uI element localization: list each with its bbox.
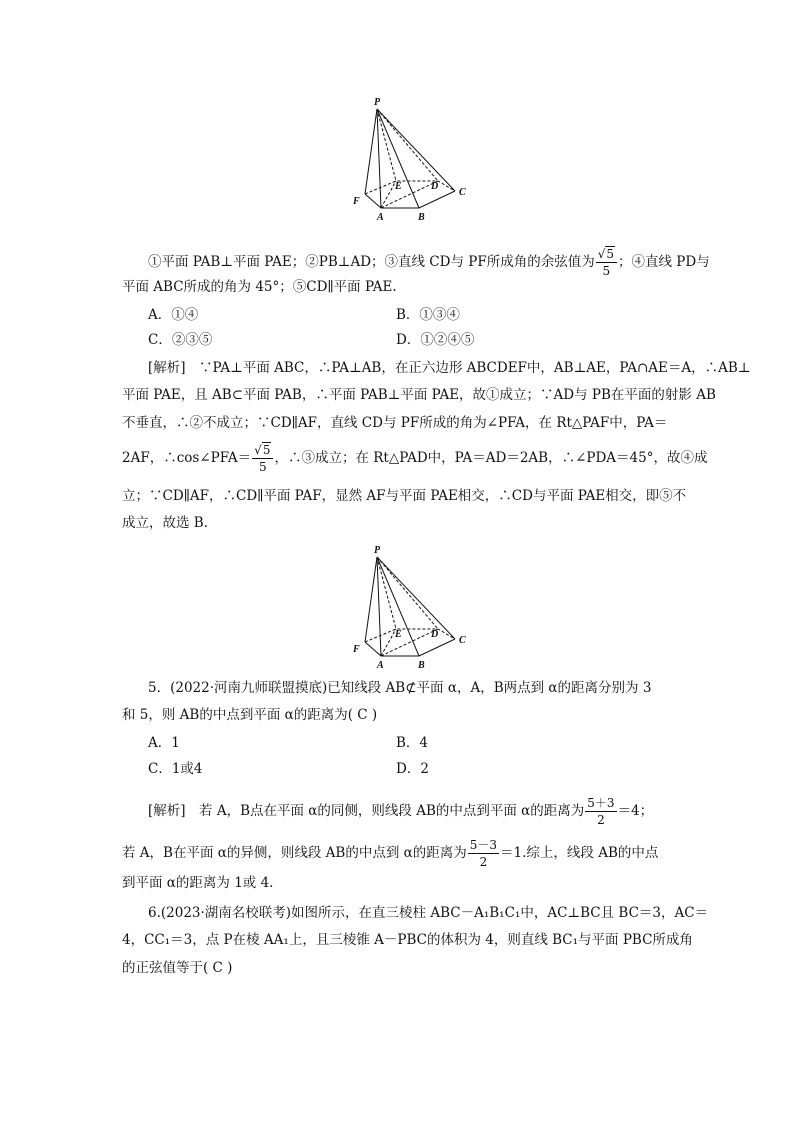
analysis-line-5: 立；∵CD∥AF，∴CD∥平面 PAF，显然 AF与平面 PAE相交，∴CD与平面 PAE相交，即⑤不	[122, 488, 687, 504]
statement-line-1: ①平面 PAB⊥平面 PAE；②PB⊥AD；③直线 CD与 PF所成角的余弦值为 $\frac{√5}{5}$ ；④直线 PD与	[148, 247, 710, 278]
label-A: A	[377, 212, 384, 223]
question-6-line-2: 4，CC₁＝3，点 P在棱 AA₁上，且三棱锥 A－PBC的体积为 4，则直线 BC₁与平面 PBC所成角	[122, 932, 693, 948]
label-A: A	[377, 660, 384, 671]
option-b: B．①③④	[396, 307, 460, 323]
label-C: C	[459, 635, 466, 646]
label-B: B	[418, 660, 425, 671]
analysis-line-2: 平面 PAE，且 AB⊂平面 PAB，∴平面 PAB⊥平面 PAE，故①成立；∵AD与 PB在平面的射影 AB	[122, 387, 716, 403]
statement-line-2: 平面 ABC所成的角为 45°；⑤CD∥平面 PAE.	[122, 279, 397, 295]
analysis-line-4: 2AF，∴cos∠PFA＝ $\frac{√5}{5}$ ，∴③成立；在 Rt△PAD中，PA＝AD＝2AB，∴∠PDA＝45°，故④成	[122, 443, 708, 474]
label-C: C	[459, 187, 466, 198]
question-5-line-1: 5．(2022·河南九师联盟摸底)已知线段 AB⊄平面 α，A，B两点到 α的距离分别为 3	[148, 680, 652, 696]
label-D: D	[431, 181, 439, 192]
analysis-line-6: 成立，故选 B.	[122, 515, 209, 531]
question-6-line-1: 6.(2023·湖南名校联考)如图所示，在直三棱柱 ABC－A₁B₁C₁中，AC⊥BC且 BC＝3，AC＝	[148, 905, 709, 921]
fraction-5plus3: $\frac{5+3}{2}$	[587, 796, 615, 827]
fraction-5minus3: $\frac{5-3}{2}$	[469, 838, 498, 869]
q5-analysis-line-2: 若 A，B在平面 α的异侧，则线段 AB的中点到 α的距离为 $\frac{5-3}{2}$ ＝1.综上，线段 AB的中点	[122, 838, 659, 869]
label-E: E	[395, 629, 402, 640]
label-P: P	[374, 545, 381, 556]
pyramid-figure-2	[345, 543, 475, 673]
option-a: A．①④	[148, 307, 199, 323]
label-F: F	[353, 196, 360, 207]
question-6-line-3: 的正弦值等于( C )	[122, 960, 233, 976]
q5-analysis-line-3: 到平面 α的距离为 1或 4.	[122, 875, 274, 891]
label-P: P	[374, 97, 381, 108]
q5-option-b: B．4	[396, 735, 429, 751]
q5-option-a: A．1	[148, 735, 180, 751]
fraction-sqrt5-over-5: $\frac{√5}{5}$	[596, 248, 617, 277]
label-F: F	[353, 644, 360, 655]
label-B: B	[418, 212, 425, 223]
analysis-line-3: 不垂直，∴②不成立；∵CD∥AF，直线 CD与 PF所成的角为∠PFA，在 Rt△PAF中，PA＝	[122, 415, 668, 431]
question-5-line-2: 和 5，则 AB的中点到平面 α的距离为( C )	[122, 707, 378, 723]
analysis-line-1: [解析] ∵PA⊥平面 ABC，∴PA⊥AB，在正六边形 ABCDEF中，AB⊥AE，PA∩AE＝A，∴AB⊥	[148, 360, 751, 376]
statement-text: ①平面 PAB⊥平面 PAE；②PB⊥AD；③直线 CD与 PF所成角的余弦值为	[148, 254, 595, 270]
label-E: E	[395, 181, 402, 192]
option-d: D．①②④⑤	[396, 332, 475, 348]
q5-analysis-line-1: [解析] 若 A，B点在平面 α的同侧，则线段 AB的中点到平面 α的距离为 $\frac{5+3}{2}$ ＝4；	[148, 796, 654, 827]
pyramid-figure-1	[345, 95, 475, 225]
fraction-cos: $\frac{√5}{5}$	[252, 444, 273, 473]
label-D: D	[431, 629, 439, 640]
q5-option-d: D．2	[396, 761, 429, 777]
option-c: C．②③⑤	[148, 332, 213, 348]
q5-option-c: C．1或4	[148, 761, 203, 777]
